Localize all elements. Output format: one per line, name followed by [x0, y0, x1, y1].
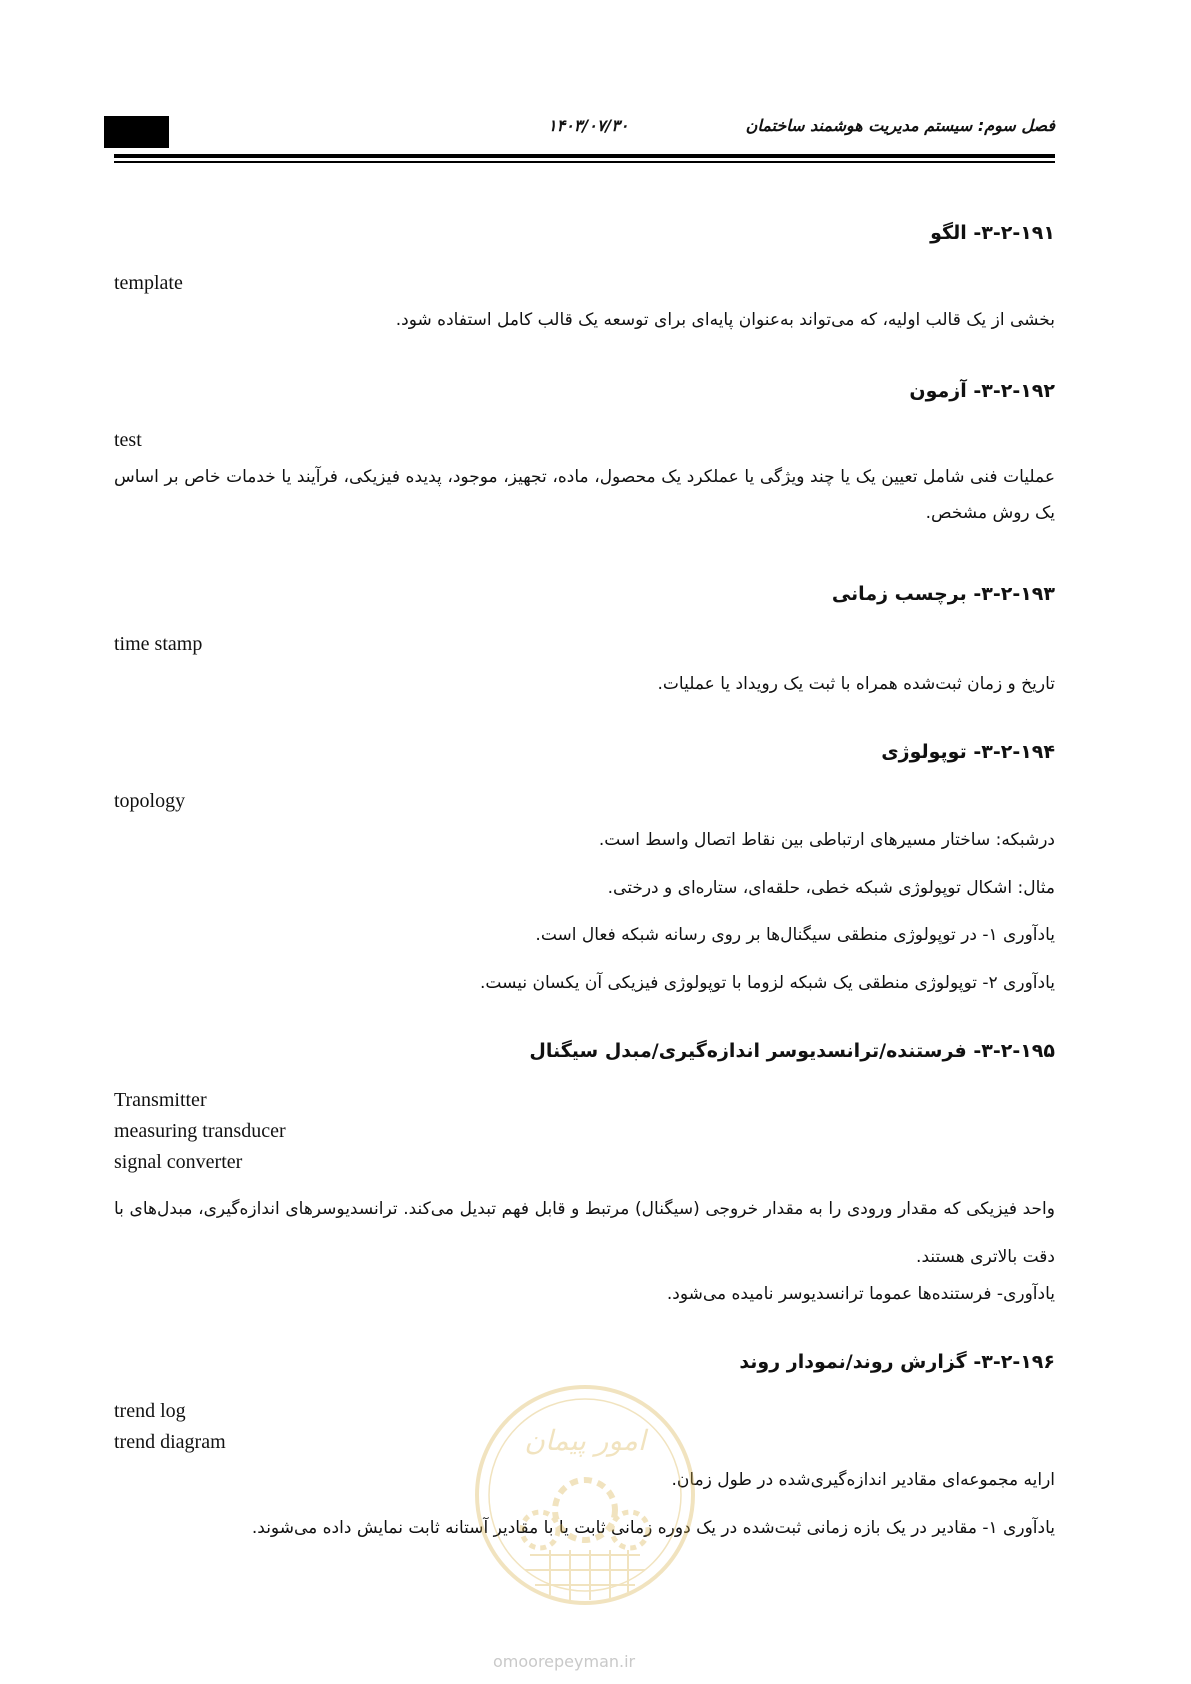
note-text: یادآوری ۱- مقادیر در یک بازه زمانی ثبت‌شده در یک دوره زمانی ثابت یا با مقادیر آستانه ثابت نمایش داده می‌شوند. [251, 1518, 1055, 1538]
english-term: time stamp [114, 633, 203, 655]
english-term: Transmitter [114, 1089, 207, 1111]
section-heading-192: ۳-۲-۱۹۲- آزمون [909, 380, 1055, 402]
watermark-logo [470, 1380, 700, 1610]
section-heading-194: ۳-۲-۱۹۴- توپولوژی [881, 741, 1055, 763]
definition-text: بخشی از یک قالب اولیه، که می‌تواند به‌عنوان پایه‌ای برای توسعه یک قالب کامل استفاده شود. [395, 310, 1055, 330]
section-heading-191: ۳-۲-۱۹۱- الگو [930, 222, 1055, 244]
definition-text: تاریخ و زمان ثبت‌شده همراه با ثبت یک رویداد یا عملیات. [657, 674, 1055, 694]
note-text: یادآوری- فرستنده‌ها عموما ترانسدیوسر نامیده می‌شود. [666, 1284, 1055, 1304]
english-term: topology [114, 790, 186, 812]
english-term: trend diagram [114, 1431, 226, 1453]
section-heading-195: ۳-۲-۱۹۵- فرستنده/ترانسدیوسر اندازه‌گیری/مبدل سیگنال [529, 1040, 1055, 1062]
section-heading-193: ۳-۲-۱۹۳- برچسب زمانی [831, 583, 1055, 605]
english-term: test [114, 429, 142, 451]
section-heading-196: ۳-۲-۱۹۶- گزارش روند/نمودار روند [739, 1351, 1055, 1373]
definition-text: واحد فیزیکی که مقدار ورودی را به مقدار خروجی (سیگنال) مرتبط و قابل فهم تبدیل می‌کند. ترانسدیوسرهای اندازه‌گیری، مبدل‌های با دقت بالاتری هستند. [114, 1199, 1055, 1267]
header-rule-thick [114, 154, 1055, 158]
english-term: trend log [114, 1400, 186, 1422]
english-term: measuring transducer [114, 1120, 286, 1142]
page-number-box [104, 116, 169, 148]
header-rule-thin [114, 161, 1055, 163]
english-term: template [114, 272, 183, 294]
example-text: مثال: اشکال توپولوژی شبکه خطی، حلقه‌ای، ستاره‌ای و درختی. [607, 878, 1055, 898]
header-date: ۱۴۰۳/۰۷/۳۰ [548, 116, 629, 135]
definition-text: عملیات فنی شامل تعیین یک یا چند ویژگی یا عملکرد یک محصول، ماده، تجهیز، موجود، پدیده فیزیکی، فرآیند یا خدمات خاص بر اساس یک روش مشخص. [114, 467, 1055, 523]
chapter-title: فصل سوم: سیستم مدیریت هوشمند ساختمان [745, 116, 1055, 135]
definition-text: درشبکه: ساختار مسیرهای ارتباطی بین نقاط اتصال واسط است. [598, 830, 1055, 850]
watermark-site: omoorepeyman.ir [493, 1652, 636, 1671]
note-text: یادآوری ۲- توپولوژی منطقی یک شبکه لزوما با توپولوژی فیزیکی آن یکسان نیست. [479, 973, 1055, 993]
english-term: signal converter [114, 1151, 243, 1173]
watermark-logo-text: امور پیمان [524, 1424, 646, 1457]
note-text: یادآوری ۱- در توپولوژی منطقی سیگنال‌ها بر روی رسانه شبکه فعال است. [535, 925, 1055, 945]
definition-text: ارایه مجموعه‌ای مقادیر اندازه‌گیری‌شده در طول زمان. [671, 1470, 1055, 1490]
